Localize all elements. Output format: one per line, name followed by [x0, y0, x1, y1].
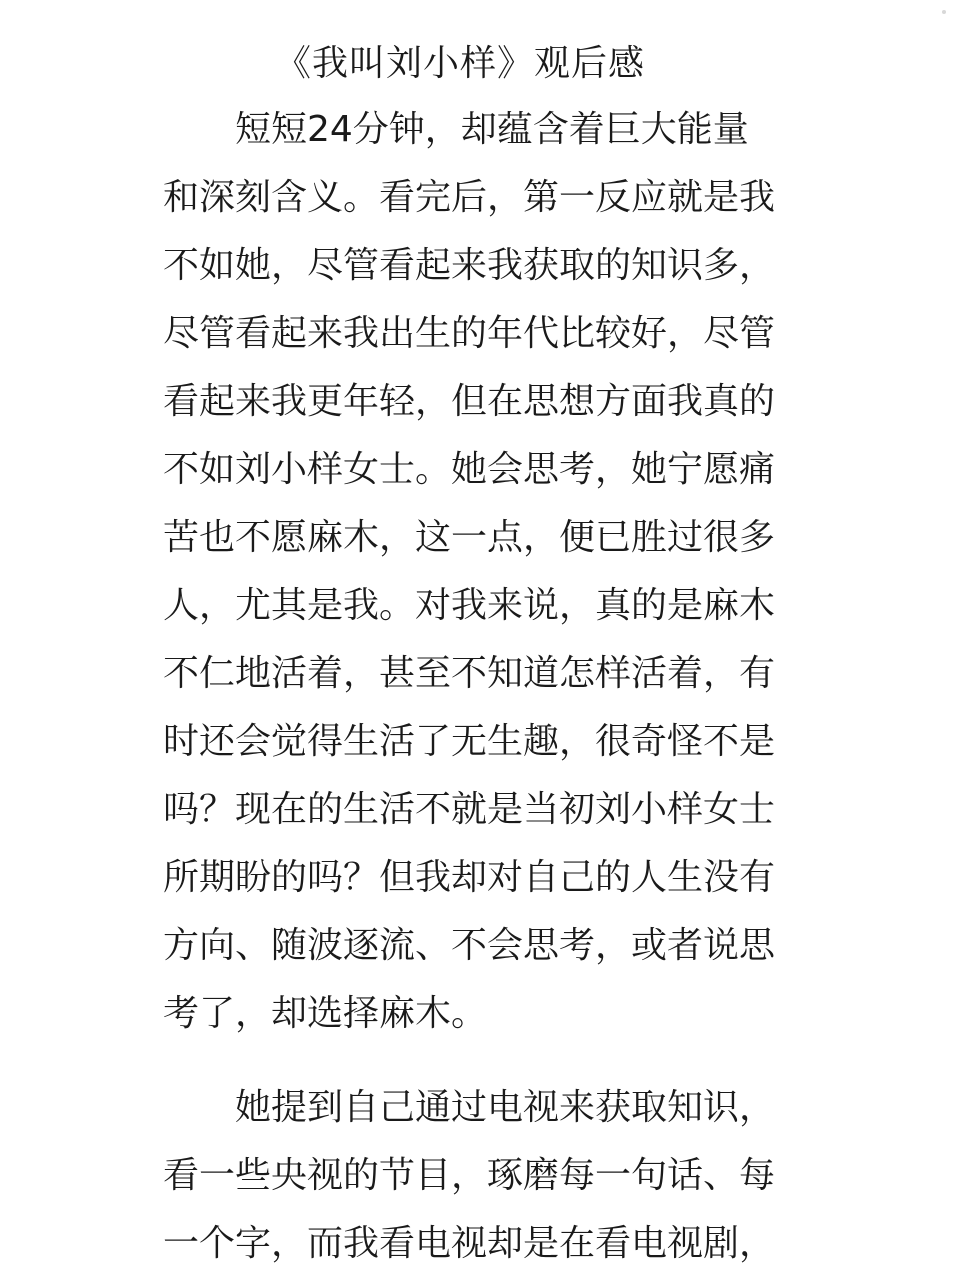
paragraph-1	[163, 96, 803, 1048]
text-line: 人，尤其是我。对我来说，真的是麻木	[163, 585, 776, 626]
text-line: 看一些央视的节目，琢磨每一句话、每	[163, 1155, 776, 1196]
text-line: 考了，却选择麻木。	[163, 993, 488, 1034]
text-line: 不如她，尽管看起来我获取的知识多，	[163, 245, 776, 286]
corner-dot	[942, 10, 946, 14]
text-line: 不仁地活着，甚至不知道怎样活着，有	[163, 653, 776, 694]
document-title: 《我叫刘小样》观后感	[274, 43, 645, 84]
text-line: 她提到自己通过电视来获取知识，	[235, 1087, 776, 1128]
text-line: 苦也不愿麻木，这一点，便已胜过很多	[163, 517, 776, 558]
text-line: 不如刘小样女士。她会思考，她宁愿痛	[163, 449, 776, 490]
text-line: 方向、随波逐流、不会思考，或者说思	[163, 925, 776, 966]
paragraph-2	[163, 1074, 803, 1278]
text-line: 尽管看起来我出生的年代比较好，尽管	[163, 313, 776, 354]
text-line: 时还会觉得生活了无生趣，很奇怪不是	[163, 721, 776, 762]
text-line: 和深刻含义。看完后，第一反应就是我	[163, 177, 776, 218]
text-line: 短短24分钟，却蕴含着巨大能量	[235, 109, 749, 150]
text-line: 吗？现在的生活不就是当初刘小样女士	[163, 789, 776, 830]
text-line: 看起来我更年轻，但在思想方面我真的	[163, 381, 776, 422]
text-line: 所期盼的吗？但我却对自己的人生没有	[163, 857, 776, 898]
text-line: 一个字，而我看电视却是在看电视剧，	[163, 1223, 776, 1264]
